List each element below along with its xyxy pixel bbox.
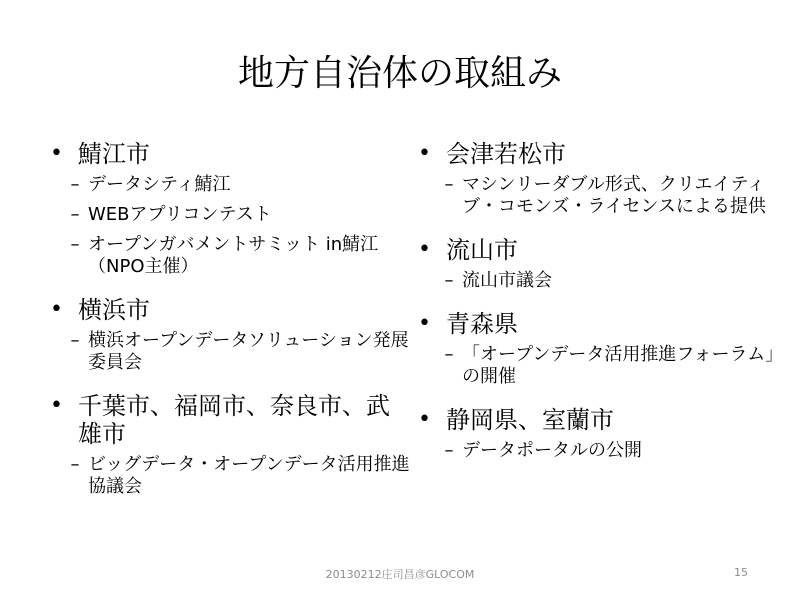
list-item-text: ビッグデータ・オープンデータ活用推進協議会: [88, 454, 410, 497]
left-column: [50, 140, 410, 516]
dash-icon: –: [70, 454, 80, 475]
section-heading: [418, 406, 788, 434]
sub-list: [436, 270, 788, 292]
bullet-icon: •: [418, 407, 431, 432]
bullet-icon: •: [418, 237, 431, 262]
list-item: [62, 174, 410, 196]
list-item-text: マシンリーダブル形式、クリエイティブ・コモンズ・ライセンスによる提供: [462, 174, 766, 217]
section-yokohama: [50, 296, 410, 374]
list-item: [436, 174, 788, 218]
page-number: 15: [734, 566, 748, 579]
list-item-text: 流山市議会: [462, 270, 552, 291]
section-heading: [50, 296, 410, 324]
section-heading: [418, 140, 788, 168]
list-item-text: オープンガバメントサミット in鯖江（NPO主催）: [88, 234, 379, 277]
list-item: [62, 454, 410, 498]
sub-list: [62, 454, 410, 498]
list-item: [62, 234, 410, 278]
list-item: [62, 204, 410, 226]
slide-footer: 20130212庄司昌彦GLOCOM: [325, 568, 475, 581]
list-item-text: データシティ鯖江: [88, 174, 231, 195]
slide-title: 地方自治体の取組み: [237, 53, 562, 94]
sub-list: [62, 330, 410, 374]
section-aomori: [418, 310, 788, 388]
dash-icon: –: [444, 344, 454, 365]
heading-text: 鯖江市: [78, 140, 150, 168]
list-item: [436, 440, 788, 462]
dash-icon: –: [444, 440, 454, 461]
sub-list: [62, 174, 410, 278]
list-item-text: 「オープンデータ活用推進フォーラム」の開催: [462, 344, 784, 387]
section-aizuwakamatsu: [418, 140, 788, 218]
heading-text: 青森県: [446, 310, 518, 338]
dash-icon: –: [444, 174, 454, 195]
section-heading: [50, 392, 410, 448]
list-item: [436, 270, 788, 292]
dash-icon: –: [70, 234, 80, 255]
bullet-icon: •: [418, 141, 431, 166]
list-item: [436, 344, 788, 388]
section-heading: [50, 140, 410, 168]
list-item: [62, 330, 410, 374]
right-column: [418, 140, 788, 480]
section-nagareyama: [418, 236, 788, 292]
dash-icon: –: [444, 270, 454, 291]
heading-text: 会津若松市: [446, 140, 566, 168]
dash-icon: –: [70, 204, 80, 225]
list-item-text: WEBアプリコンテスト: [88, 204, 272, 225]
section-chiba-fukuoka-nara-takeo: [50, 392, 410, 498]
dash-icon: –: [70, 174, 80, 195]
section-shizuoka-muroran: [418, 406, 788, 462]
heading-text: 流山市: [446, 236, 518, 264]
bullet-icon: •: [50, 297, 63, 322]
heading-text: 千葉市、福岡市、奈良市、武雄市: [78, 392, 390, 448]
heading-text: 横浜市: [78, 296, 150, 324]
sub-list: [436, 174, 788, 218]
section-heading: [418, 236, 788, 264]
section-sabae: [50, 140, 410, 278]
bullet-icon: •: [50, 393, 63, 418]
list-item-text: 横浜オープンデータソリューション発展委員会: [88, 330, 409, 373]
bullet-icon: •: [50, 141, 63, 166]
sub-list: [436, 440, 788, 462]
section-heading: [418, 310, 788, 338]
sub-list: [436, 344, 788, 388]
dash-icon: –: [70, 330, 80, 351]
heading-text: 静岡県、室蘭市: [446, 406, 614, 434]
list-item-text: データポータルの公開: [462, 440, 642, 461]
bullet-icon: •: [418, 311, 431, 336]
